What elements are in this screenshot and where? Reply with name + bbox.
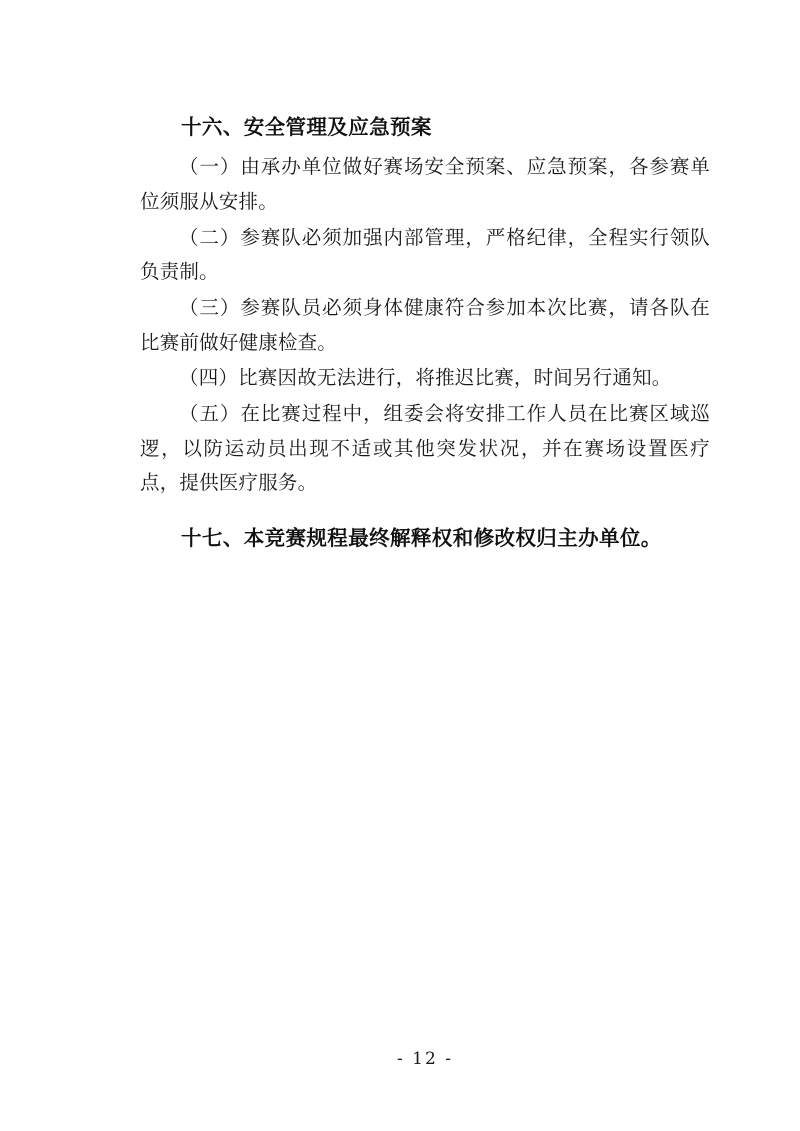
page-number: - 12 - (397, 1049, 453, 1069)
document-body (140, 112, 710, 554)
section-16-paragraph-1: （一）由承办单位做好赛场安全预案、应急预案，各参赛单位须服从安排。 (140, 155, 710, 213)
section-16-paragraph-3: （三）参赛队员必须身体健康符合参加本次比赛，请各队在比赛前做好健康检查。 (140, 295, 710, 354)
section-16-paragraph-4: （四）比赛因故无法进行，将推迟比赛，时间另行通知。 (179, 366, 672, 390)
section-heading-16: 十六、安全管理及应急预案 (181, 115, 432, 139)
section-heading-17: 十七、本竞赛规程最终解释权和修改权归主办单位。 (181, 526, 662, 551)
section-16-paragraph-2: （二）参赛队必须加强内部管理，严格纪律，全程实行领队负责制。 (140, 225, 710, 284)
section-16-paragraph-5: （五）在比赛过程中，组委会将安排工作人员在比赛区域巡逻，以防运动员出现不适或其他突发状况，并在赛场设置医疗点，提供医疗服务。 (140, 402, 710, 495)
